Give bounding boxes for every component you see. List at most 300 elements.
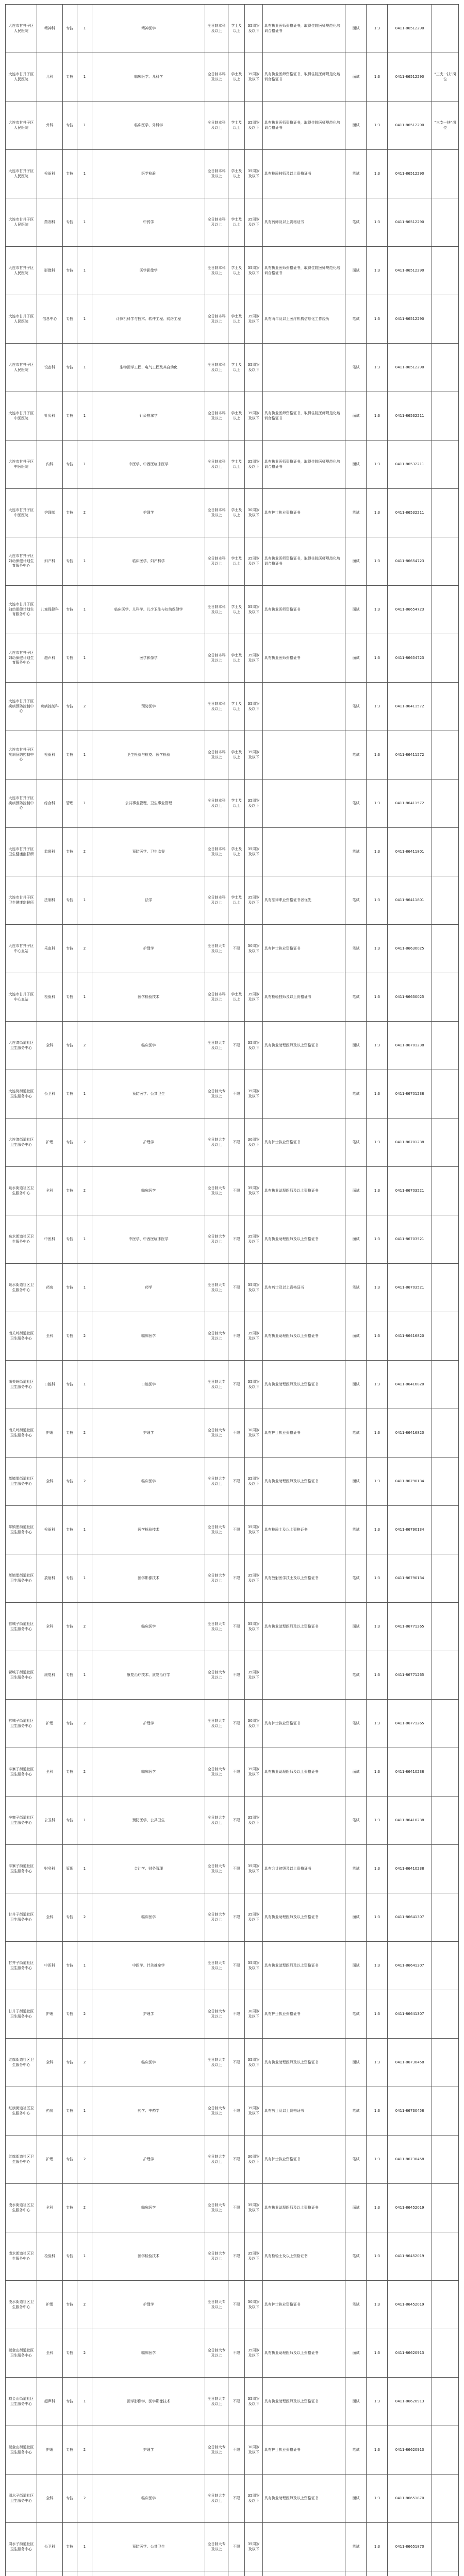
cell-age: 30周岁及以下 — [245, 489, 262, 537]
cell-degree: 不限 — [228, 2378, 245, 2426]
cell-education: 全日制大专及以上 — [205, 1942, 228, 1990]
cell-other-conditions — [262, 731, 345, 779]
cell-department: 超声科 — [37, 2378, 62, 2426]
cell-post-type: 专技 — [62, 489, 77, 537]
table-row — [6, 1651, 459, 1700]
cell-major: 医学检验技术 — [92, 973, 205, 1022]
cell-degree: 学士及以上 — [228, 779, 245, 828]
cell-age: 35周岁及以下 — [245, 392, 262, 440]
cell-degree: 学士及以上 — [228, 828, 245, 876]
cell-department: 护理 — [37, 1700, 62, 1748]
cell-department: 护理 — [37, 2426, 62, 2475]
cell-department: 中医科 — [37, 1942, 62, 1990]
cell-degree: 不限 — [228, 1409, 245, 1458]
cell-remarks — [432, 2523, 458, 2571]
cell-age: 35周岁及以下 — [245, 53, 262, 101]
table-row — [6, 1167, 459, 1215]
cell-other-conditions: 具有执业医师资格证书，取得住院医师规范化培训合格证书 — [262, 440, 345, 489]
cell-ratio: 1:3 — [367, 586, 388, 634]
cell-unit: 甘井子街道社区卫生服务中心 — [6, 1942, 37, 1990]
cell-exam-type: 笔试 — [345, 1118, 367, 1167]
cell-phone: 0411-86416820 — [388, 1409, 432, 1458]
cell-education: 全日制大专及以上 — [205, 1990, 228, 2039]
cell-degree: 学士及以上 — [228, 295, 245, 344]
cell-major: 临床医学 — [92, 1022, 205, 1070]
cell-age: 35周岁及以下 — [245, 295, 262, 344]
cell-count: 1 — [77, 1264, 92, 1312]
cell-exam-type: 笔试 — [345, 925, 367, 973]
cell-count: 2 — [77, 2281, 92, 2329]
cell-exam-type: 面试 — [345, 1167, 367, 1215]
cell-education: 全日制本科及以上 — [205, 440, 228, 489]
cell-count: 1 — [77, 876, 92, 925]
cell-remarks — [432, 198, 458, 247]
cell-major: 预防医学、卫生监督 — [92, 828, 205, 876]
cell-education: 全日制大专及以上 — [205, 1554, 228, 1603]
cell-exam-type: 面试 — [345, 2184, 367, 2232]
cell-count: 2 — [77, 1748, 92, 1797]
cell-count: 1 — [77, 1651, 92, 1700]
cell-ratio: 1:3 — [367, 731, 388, 779]
cell-ratio: 1:3 — [367, 489, 388, 537]
cell-unit: 大连市甘井子区卫生健康监督所 — [6, 876, 37, 925]
cell-degree: 不限 — [228, 1797, 245, 1845]
cell-department: 妇产科 — [37, 537, 62, 586]
cell-count: 2 — [77, 2329, 92, 2378]
table-row — [6, 1022, 459, 1070]
cell-post-type: 专技 — [62, 198, 77, 247]
cell-count: 2 — [77, 1603, 92, 1651]
cell-count: 2 — [77, 2475, 92, 2523]
cell-phone: 0411-86512290 — [388, 101, 432, 150]
cell-remarks — [432, 1990, 458, 2039]
cell-exam-type: 面试 — [345, 392, 367, 440]
cell-other-conditions — [262, 344, 345, 392]
cell-degree: 不限 — [228, 2039, 245, 2087]
cell-degree: 不限 — [228, 2184, 245, 2232]
cell-ratio: 1:3 — [367, 53, 388, 101]
cell-department: 全科 — [37, 1748, 62, 1797]
cell-major: 会计学、财务管理 — [92, 1845, 205, 1893]
cell-department: 全科 — [37, 2039, 62, 2087]
cell-phone: 0411-86790134 — [388, 1554, 432, 1603]
cell-unit: 大连市甘井子区中心血站 — [6, 973, 37, 1022]
table-row — [6, 2232, 459, 2281]
cell-ratio: 1:3 — [367, 5, 388, 53]
cell-post-type: 专技 — [62, 731, 77, 779]
cell-department: 疾病控制科 — [37, 683, 62, 731]
table-row — [6, 2426, 459, 2475]
cell-age: 35周岁及以下 — [245, 1748, 262, 1797]
cell-age: 30周岁及以下 — [245, 925, 262, 973]
cell-department: 法制科 — [37, 876, 62, 925]
cell-department: 超声科 — [37, 634, 62, 683]
cell-exam-type: 笔试 — [345, 1264, 367, 1312]
cell-other-conditions — [262, 828, 345, 876]
cell-degree: 不限 — [228, 2281, 245, 2329]
cell-ratio: 1:3 — [367, 683, 388, 731]
cell-department: 全科 — [37, 2329, 62, 2378]
cell-unit: 营城子街道社区卫生服务中心 — [6, 1700, 37, 1748]
cell-unit: 大连湾街道社区卫生服务中心 — [6, 1022, 37, 1070]
cell-count: 1 — [77, 198, 92, 247]
cell-post-type: 专技 — [62, 101, 77, 150]
cell-unit: 甘井子街道社区卫生服务中心 — [6, 1990, 37, 2039]
cell-degree: 不限 — [228, 2523, 245, 2571]
cell-phone: 0411-86411572 — [388, 779, 432, 828]
cell-count: 2 — [77, 1458, 92, 1506]
table-row — [6, 344, 459, 392]
cell-post-type: 专技 — [62, 876, 77, 925]
cell-education: 全日制本科及以上 — [205, 53, 228, 101]
cell-department: 药剂科 — [37, 198, 62, 247]
cell-count: 2 — [77, 2136, 92, 2184]
table-row — [6, 198, 459, 247]
cell-department: 药房 — [37, 2087, 62, 2136]
cell-phone: 0411-86630025 — [388, 925, 432, 973]
cell-other-conditions: 具有执业助理医师及以上资格证书 — [262, 2329, 345, 2378]
cell-ratio: 1:3 — [367, 1070, 388, 1118]
cell-major: 临床医学 — [92, 1603, 205, 1651]
cell-exam-type: 笔试 — [345, 828, 367, 876]
cell-major: 护理学 — [92, 489, 205, 537]
cell-education: 全日制大专及以上 — [205, 1361, 228, 1409]
cell-phone: 0411-86512290 — [388, 247, 432, 295]
cell-education — [205, 2571, 228, 2576]
cell-age: 35周岁及以下 — [245, 683, 262, 731]
cell-education: 全日制大专及以上 — [205, 2281, 228, 2329]
cell-post-type: 专技 — [62, 1893, 77, 1942]
cell-count: 2 — [77, 828, 92, 876]
cell-post-type: 专技 — [62, 1167, 77, 1215]
cell-degree: 不限 — [228, 1167, 245, 1215]
cell-count: 1 — [77, 53, 92, 101]
cell-count: 2 — [77, 1167, 92, 1215]
cell-other-conditions — [262, 779, 345, 828]
cell-education: 全日制大专及以上 — [205, 1070, 228, 1118]
cell-post-type: 专技 — [62, 53, 77, 101]
cell-major: 护理学 — [92, 925, 205, 973]
cell-phone: 0411-86730458 — [388, 2136, 432, 2184]
cell-major: 预防医学、公共卫生 — [92, 1797, 205, 1845]
cell-major: 医学影像技术 — [92, 1554, 205, 1603]
cell-department: 检验科 — [37, 973, 62, 1022]
cell-unit: 营城子街道社区卫生服务中心 — [6, 1603, 37, 1651]
cell-phone: 0411-86512290 — [388, 295, 432, 344]
cell-major: 临床医学 — [92, 2184, 205, 2232]
cell-exam-type: 面试 — [345, 537, 367, 586]
cell-education: 全日制大专及以上 — [205, 1797, 228, 1845]
cell-education: 全日制大专及以上 — [205, 1651, 228, 1700]
cell-count: 1 — [77, 973, 92, 1022]
cell-ratio: 1:3 — [367, 1118, 388, 1167]
cell-ratio: 1:3 — [367, 779, 388, 828]
cell-department: 检验科 — [37, 2232, 62, 2281]
cell-other-conditions: 具有执业助理医师及以上资格证书 — [262, 1312, 345, 1361]
cell-count: 1 — [77, 2087, 92, 2136]
cell-education: 全日制大专及以上 — [205, 2184, 228, 2232]
cell-department: 全科 — [37, 1893, 62, 1942]
table-row — [6, 392, 459, 440]
cell-post-type: 专技 — [62, 150, 77, 198]
cell-post-type: 管理 — [62, 779, 77, 828]
cell-department: 采血科 — [37, 925, 62, 973]
cell-major: 临床医学 — [92, 1312, 205, 1361]
cell-phone: 0411-86411572 — [388, 731, 432, 779]
cell-education: 全日制大专及以上 — [205, 1506, 228, 1554]
cell-post-type: 专技 — [62, 2523, 77, 2571]
cell-unit: 泉水街道社区卫生服务中心 — [6, 1264, 37, 1312]
cell-degree: 学士及以上 — [228, 392, 245, 440]
cell-other-conditions: 具有护士执业资格证书 — [262, 1990, 345, 2039]
cell-phone: 0411-86512290 — [388, 150, 432, 198]
table-row — [6, 1942, 459, 1990]
cell-ratio: 1:3 — [367, 1748, 388, 1797]
cell-major: 临床医学 — [92, 1458, 205, 1506]
cell-remarks — [432, 2378, 458, 2426]
cell-age: 35周岁及以下 — [245, 1264, 262, 1312]
cell-degree: 学士及以上 — [228, 53, 245, 101]
cell-major: 护理学 — [92, 2426, 205, 2475]
cell-phone: 0411-86654723 — [388, 634, 432, 683]
cell-degree: 学士及以上 — [228, 634, 245, 683]
cell-education: 全日制大专及以上 — [205, 2378, 228, 2426]
cell-education: 全日制本科及以上 — [205, 5, 228, 53]
cell-age: 35周岁及以下 — [245, 247, 262, 295]
cell-remarks — [432, 2426, 458, 2475]
cell-degree: 不限 — [228, 1458, 245, 1506]
cell-department — [37, 2571, 62, 2576]
cell-exam-type: 面试 — [345, 586, 367, 634]
cell-count: 2 — [77, 1022, 92, 1070]
cell-degree: 学士及以上 — [228, 5, 245, 53]
cell-remarks — [432, 2281, 458, 2329]
cell-unit: 大连市甘井子区疾病预防控制中心 — [6, 779, 37, 828]
cell-degree: 不限 — [228, 1942, 245, 1990]
cell-major: 预防医学、公共卫生 — [92, 1070, 205, 1118]
cell-post-type: 专技 — [62, 2136, 77, 2184]
cell-degree: 不限 — [228, 1361, 245, 1409]
cell-department: 公卫科 — [37, 1797, 62, 1845]
cell-major: 医学检验技术 — [92, 1506, 205, 1554]
cell-ratio: 1:3 — [367, 1845, 388, 1893]
cell-age: 35周岁及以下 — [245, 1361, 262, 1409]
cell-major — [92, 2571, 205, 2576]
cell-major: 精神医学 — [92, 5, 205, 53]
cell-exam-type: 面试 — [345, 5, 367, 53]
cell-education: 全日制大专及以上 — [205, 925, 228, 973]
cell-major: 中医学、中西医临床医学 — [92, 440, 205, 489]
cell-post-type: 专技 — [62, 2184, 77, 2232]
cell-remarks — [432, 973, 458, 1022]
cell-other-conditions: 具有护士执业资格证书 — [262, 2426, 345, 2475]
cell-exam-type: 笔试 — [345, 1409, 367, 1458]
table-row — [6, 2571, 459, 2576]
cell-exam-type: 面试 — [345, 53, 367, 101]
cell-department: 财务科 — [37, 1845, 62, 1893]
cell-unit: 凌水街道社区卫生服务中心 — [6, 2184, 37, 2232]
cell-post-type: 专技 — [62, 2232, 77, 2281]
cell-exam-type: 面试 — [345, 440, 367, 489]
cell-degree: 学士及以上 — [228, 683, 245, 731]
cell-age: 35周岁及以下 — [245, 537, 262, 586]
cell-education: 全日制本科及以上 — [205, 973, 228, 1022]
cell-unit: 大连市甘井子区中医医院 — [6, 440, 37, 489]
cell-degree: 学士及以上 — [228, 344, 245, 392]
cell-education: 全日制大专及以上 — [205, 1845, 228, 1893]
cell-post-type: 专技 — [62, 344, 77, 392]
cell-degree: 学士及以上 — [228, 876, 245, 925]
cell-exam-type: 笔试 — [345, 198, 367, 247]
cell-education: 全日制本科及以上 — [205, 586, 228, 634]
table-row — [6, 925, 459, 973]
cell-education: 全日制本科及以上 — [205, 150, 228, 198]
cell-remarks — [432, 925, 458, 973]
cell-degree: 不限 — [228, 1264, 245, 1312]
cell-count: 2 — [77, 489, 92, 537]
cell-department: 口腔科 — [37, 1361, 62, 1409]
cell-count: 2 — [77, 1700, 92, 1748]
cell-other-conditions: 具有执业助理医师及以上资格证书 — [262, 1603, 345, 1651]
cell-education: 全日制大专及以上 — [205, 1167, 228, 1215]
cell-education: 全日制大专及以上 — [205, 1264, 228, 1312]
cell-education: 全日制大专及以上 — [205, 2087, 228, 2136]
cell-other-conditions — [262, 683, 345, 731]
cell-count: 2 — [77, 2426, 92, 2475]
cell-exam-type: 笔试 — [345, 683, 367, 731]
cell-phone: 0411-86771265 — [388, 1651, 432, 1700]
cell-remarks — [432, 683, 458, 731]
cell-degree: 学士及以上 — [228, 198, 245, 247]
cell-post-type: 专技 — [62, 1603, 77, 1651]
cell-remarks — [432, 1797, 458, 1845]
cell-major: 护理学 — [92, 1409, 205, 1458]
cell-degree: 学士及以上 — [228, 731, 245, 779]
table-row — [6, 586, 459, 634]
cell-remarks — [432, 1409, 458, 1458]
cell-remarks — [432, 295, 458, 344]
cell-age: 30周岁及以下 — [245, 1118, 262, 1167]
cell-major: 预防医学 — [92, 683, 205, 731]
cell-education: 全日制大专及以上 — [205, 2475, 228, 2523]
cell-remarks — [432, 537, 458, 586]
cell-major: 公共事业管理、卫生事业管理 — [92, 779, 205, 828]
cell-other-conditions: 具有两年及以上医疗机构信息化工作经历 — [262, 295, 345, 344]
cell-department: 外科 — [37, 101, 62, 150]
cell-unit: 周水子街道社区卫生服务中心 — [6, 2523, 37, 2571]
table-row — [6, 101, 459, 150]
cell-age: 35周岁及以下 — [245, 779, 262, 828]
cell-exam-type: 面试 — [345, 2378, 367, 2426]
cell-post-type: 专技 — [62, 925, 77, 973]
cell-post-type: 专技 — [62, 392, 77, 440]
cell-exam-type: 笔试 — [345, 1797, 367, 1845]
table-row — [6, 489, 459, 537]
cell-education: 全日制大专及以上 — [205, 1700, 228, 1748]
cell-major: 中医学、针灸推拿学 — [92, 1942, 205, 1990]
cell-unit: 辛寨子街道社区卫生服务中心 — [6, 1748, 37, 1797]
cell-post-type: 专技 — [62, 2475, 77, 2523]
cell-department: 检验科 — [37, 1506, 62, 1554]
cell-unit: 南关岭街道社区卫生服务中心 — [6, 1312, 37, 1361]
cell-unit: 南关岭街道社区卫生服务中心 — [6, 1409, 37, 1458]
table-row — [6, 1748, 459, 1797]
cell-department: 中医科 — [37, 1215, 62, 1264]
cell-major: 药学 — [92, 1264, 205, 1312]
cell-count: 1 — [77, 731, 92, 779]
table-row — [6, 2281, 459, 2329]
cell-unit: 大连市甘井子区人民医院 — [6, 5, 37, 53]
cell-exam-type: 面试 — [345, 1312, 367, 1361]
cell-department: 康复科 — [37, 1651, 62, 1700]
cell-count: 2 — [77, 1118, 92, 1167]
cell-ratio: 1:3 — [367, 1990, 388, 2039]
cell-unit: 大连市甘井子区人民医院 — [6, 344, 37, 392]
cell-remarks — [432, 1893, 458, 1942]
cell-degree: 学士及以上 — [228, 101, 245, 150]
cell-post-type: 专技 — [62, 1458, 77, 1506]
cell-age: 35周岁及以下 — [245, 634, 262, 683]
cell-count: 1 — [77, 2523, 92, 2571]
cell-major: 法学 — [92, 876, 205, 925]
cell-age: 35周岁及以下 — [245, 1312, 262, 1361]
cell-education: 全日制本科及以上 — [205, 828, 228, 876]
cell-ratio: 1:3 — [367, 1458, 388, 1506]
cell-remarks — [432, 1845, 458, 1893]
cell-unit: 革镇堡街道社区卫生服务中心 — [6, 1554, 37, 1603]
cell-age: 35周岁及以下 — [245, 731, 262, 779]
cell-education: 全日制大专及以上 — [205, 2039, 228, 2087]
cell-unit: 大连市甘井子区人民医院 — [6, 247, 37, 295]
cell-exam-type: 笔试 — [345, 2281, 367, 2329]
cell-phone: 0411-86452019 — [388, 2184, 432, 2232]
cell-ratio: 1:3 — [367, 2281, 388, 2329]
cell-unit: 大连市甘井子区妇幼保健计划生育服务中心 — [6, 586, 37, 634]
cell-phone: 0411-86620913 — [388, 2378, 432, 2426]
table-row — [6, 1506, 459, 1554]
cell-other-conditions: 具有执业助理医师及以上资格证书 — [262, 1748, 345, 1797]
table-row — [6, 5, 459, 53]
cell-unit: 红旗街道社区卫生服务中心 — [6, 2136, 37, 2184]
cell-age: 35周岁及以下 — [245, 1070, 262, 1118]
cell-age: 35周岁及以下 — [245, 2232, 262, 2281]
cell-age: 35周岁及以下 — [245, 2087, 262, 2136]
cell-unit: 红旗街道社区卫生服务中心 — [6, 2039, 37, 2087]
cell-post-type: 专技 — [62, 2426, 77, 2475]
cell-major: 临床医学、儿科学、儿少卫生与妇幼保健学 — [92, 586, 205, 634]
cell-phone: 0411-86512290 — [388, 53, 432, 101]
cell-unit: 大连市甘井子区卫生健康监督所 — [6, 828, 37, 876]
cell-count: 1 — [77, 537, 92, 586]
cell-ratio: 1:3 — [367, 1797, 388, 1845]
cell-remarks — [432, 1215, 458, 1264]
cell-count: 1 — [77, 779, 92, 828]
cell-exam-type: 笔试 — [345, 2136, 367, 2184]
cell-phone: 0411-86641307 — [388, 1990, 432, 2039]
cell-post-type: 专技 — [62, 1070, 77, 1118]
cell-exam-type — [345, 2571, 367, 2576]
cell-major: 临床医学、外科学 — [92, 101, 205, 150]
cell-ratio: 1:3 — [367, 295, 388, 344]
cell-other-conditions: 具有执业医师资格证书，取得住院医师规范化培训合格证书 — [262, 5, 345, 53]
cell-major: 中医学、中西医临床医学 — [92, 1215, 205, 1264]
cell-unit: 辛寨子街道社区卫生服务中心 — [6, 1797, 37, 1845]
cell-major: 生物医学工程、电气工程及其自动化 — [92, 344, 205, 392]
table-body — [6, 5, 459, 2576]
cell-other-conditions: 具有放射医学技士及以上资格证书 — [262, 1554, 345, 1603]
cell-major: 临床医学 — [92, 2039, 205, 2087]
cell-department: 药房 — [37, 1264, 62, 1312]
